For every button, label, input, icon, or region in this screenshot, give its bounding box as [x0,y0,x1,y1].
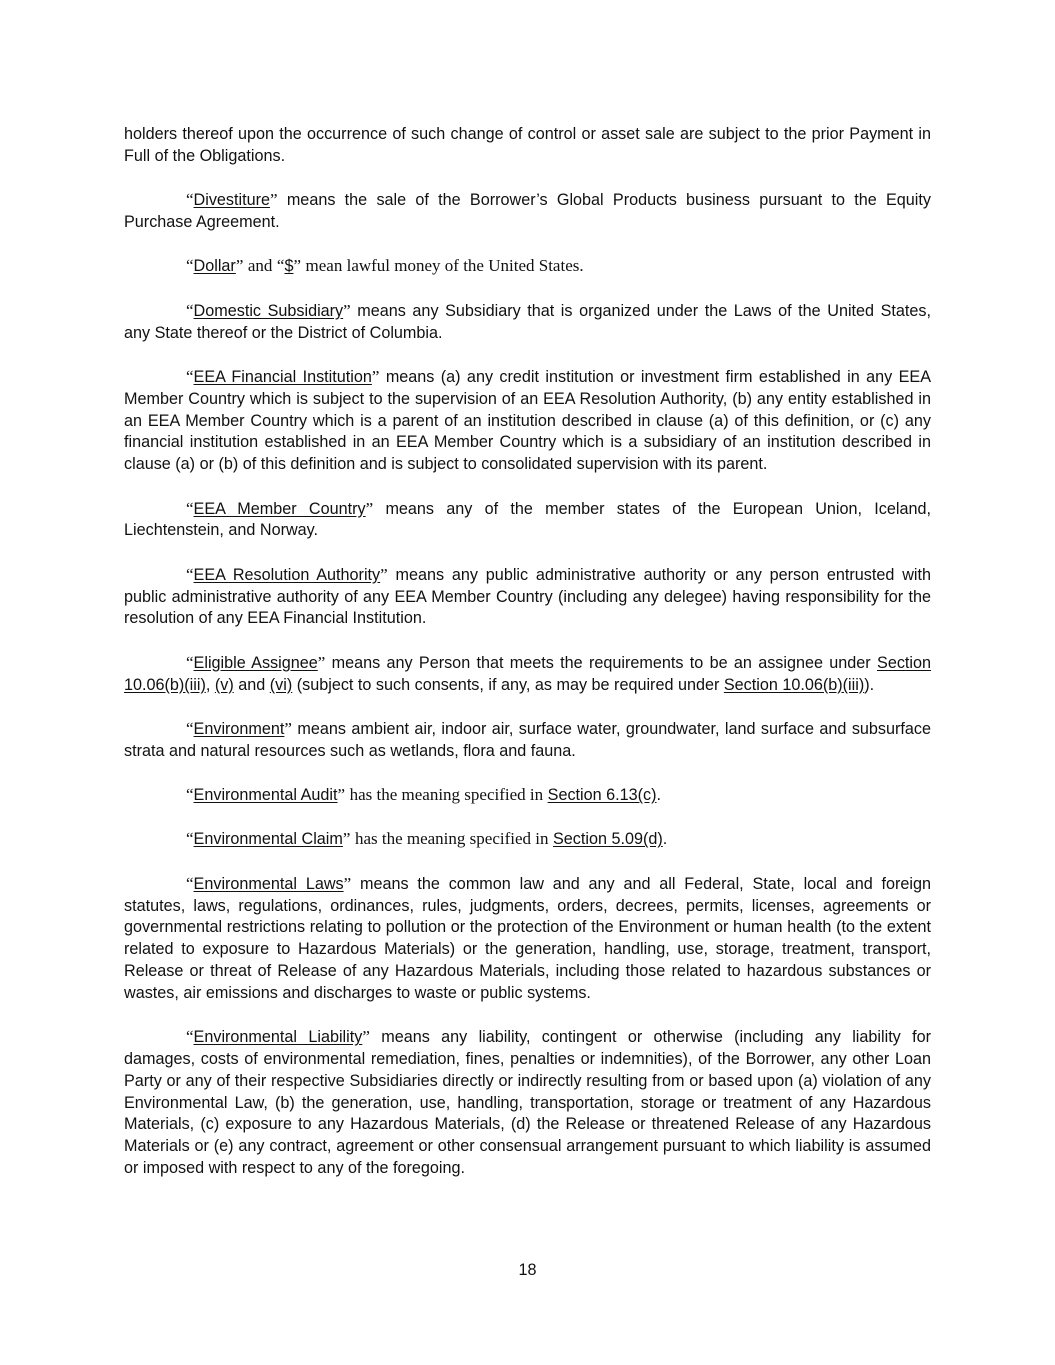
definition-text: means the sale of the Borrower’s Global Products business pursuant to the Equity Purchase Agreement. [124,191,931,231]
close-quote: ” [317,652,326,672]
close-quote: ” [343,873,352,893]
definition-text: means the common law and any and all Federal, State, local and foreign statutes, laws, regulations, ordinances, rules, judgments, orders, decrees, permits, licenses, agreements or governmental restrictions relating to pollution or the protection of the Environment or human health (to the extent related to exposure to Hazardous Materials) or the generation, handling, use, storage, treatment, transport, Release or threat of Release of any Hazardous Materials, including those related to hazardous substances or wastes, air emissions and discharges to waste or public systems. [124,874,932,1002]
defined-term: Environmental Claim [193,830,343,849]
definition-text-end: . [656,786,662,805]
definition-eea-resolution-authority [124,564,931,630]
open-quote: “ [186,652,194,672]
open-quote: “ [186,190,194,210]
open-quote: “ [186,498,194,518]
definition-text: means any liability, contingent or otherwise (including any liability for damages, costs of environmental remediation, fines, penalties or indemnities), of the Borrower, any other Loan Party or any of their respective Subsidiaries directly or indirectly resulting from or based upon (a) violation of any Environmental Law, (b) the generation, use, handling, transportation, storage or treatment of any Hazardous Materials, (c) exposure to any Hazardous Materials, (d) the Release or threatened Release of any Hazardous Materials or (e) any contract, agreement or other consensual arrangement pursuant to which liability is assumed or imposed with respect to any of the foregoing. [124,1028,932,1178]
paragraph-continuation: holders thereof upon the occurrence of such change of control or asset sale are subject to the prior Payment in Full of the Obligations. [124,125,931,165]
definition-domestic-subsidiary [124,300,931,345]
section-reference-link[interactable]: (vi) [269,675,293,694]
defined-term: Environmental Audit [193,786,338,805]
definition-text: mean lawful money of the United States. [305,256,584,276]
defined-term: EEA Financial Institution [193,367,372,386]
separator-text: , [205,675,211,694]
section-reference-link[interactable]: Section 5.09(d) [553,830,663,849]
close-quote: ” [270,190,278,210]
open-quote: “ [186,1027,194,1047]
open-quote: “ [276,256,285,276]
open-quote: “ [186,300,194,320]
open-quote: “ [186,873,194,893]
close-quote: ” [342,829,351,849]
defined-term: Dollar [193,257,236,276]
page-number: 18 [518,1261,537,1279]
definition-text: means any Person that meets the requirements to be an assignee under [331,653,871,672]
close-quote: ” [293,256,302,276]
definition-environmental-liability [124,1026,931,1180]
definition-text: means ambient air, indoor air, surface water, groundwater, land surface and subsurface strata and natural resources such as wetlands, flora and fauna. [124,719,932,760]
section-reference-link[interactable]: Section 10.06(b)(iii) [723,675,865,694]
definition-eligible-assignee [124,652,931,697]
definition-text: has the meaning specified in [354,829,549,849]
definition-text: means any Subsidiary that is organized under the Laws of the United States, any State thereof or the District of Columbia. [124,301,931,342]
definition-text-end: ). [864,675,875,694]
close-quote: ” [343,300,351,320]
open-quote: “ [186,718,194,738]
close-quote: ” [371,366,380,386]
open-quote: “ [186,366,194,386]
document-page [124,124,931,1201]
definition-text: has the meaning specified in [349,785,544,805]
definition-text: means any of the member states of the European Union, Iceland, Liechtenstein, and Norway. [124,499,931,540]
definition-eea-financial-institution [124,366,931,476]
definition-text-end: . [662,830,668,849]
close-quote: ” [380,564,388,584]
definition-text: (subject to such consents, if any, as may be required under [296,675,720,694]
definition-text: and [247,256,273,276]
close-quote: ” [235,256,244,276]
defined-term: Domestic Subsidiary [193,301,344,320]
section-reference-link[interactable]: (v) [214,675,234,694]
defined-term: Environment [193,719,285,738]
open-quote: “ [186,829,194,849]
open-quote: “ [186,785,194,805]
defined-term: Divestiture [193,191,271,210]
definition-text: means any public administrative authority or any person entrusted with public administrative authority of any EEA Member Country (including any delegee) having responsibility for the resolution of any EEA Financial Institution. [124,565,931,628]
definition-environmental-claim [124,828,931,851]
close-quote: ” [365,498,374,518]
definition-eea-member-country [124,498,931,543]
section-reference-link[interactable]: Section 10.06(b)(iii) [124,653,932,694]
defined-term: Environmental Laws [193,874,344,893]
defined-term-symbol: $ [284,257,294,276]
close-quote: ” [337,785,346,805]
definition-environmental-audit [124,784,931,807]
open-quote: “ [186,256,194,276]
defined-term: EEA Resolution Authority [193,565,381,584]
close-quote: ” [362,1027,370,1047]
section-reference-link[interactable]: Section 6.13(c) [547,786,657,805]
separator-text: and [238,675,266,694]
defined-term: Eligible Assignee [193,653,318,672]
definition-text: means (a) any credit institution or investment firm established in any EEA Member Country which is subject to the supervision of an EEA Resolution Authority, (b) any entity established in an EEA Member Country which is a parent of an institution described in clause (a) of this definition, or (c) any financial institution established in an EEA Member Country which is a subsidiary of an institution described in clause (a) or (b) of this definition and is subject to consolidated supervision with its parent. [124,367,932,474]
definition-dollar [124,255,931,278]
close-quote: ” [284,718,292,738]
definition-environment [124,718,931,763]
defined-term: Environmental Liability [193,1028,363,1047]
open-quote: “ [186,564,194,584]
defined-term: EEA Member Country [193,499,366,518]
definition-divestiture [124,189,931,234]
definition-environmental-laws [124,873,931,1005]
